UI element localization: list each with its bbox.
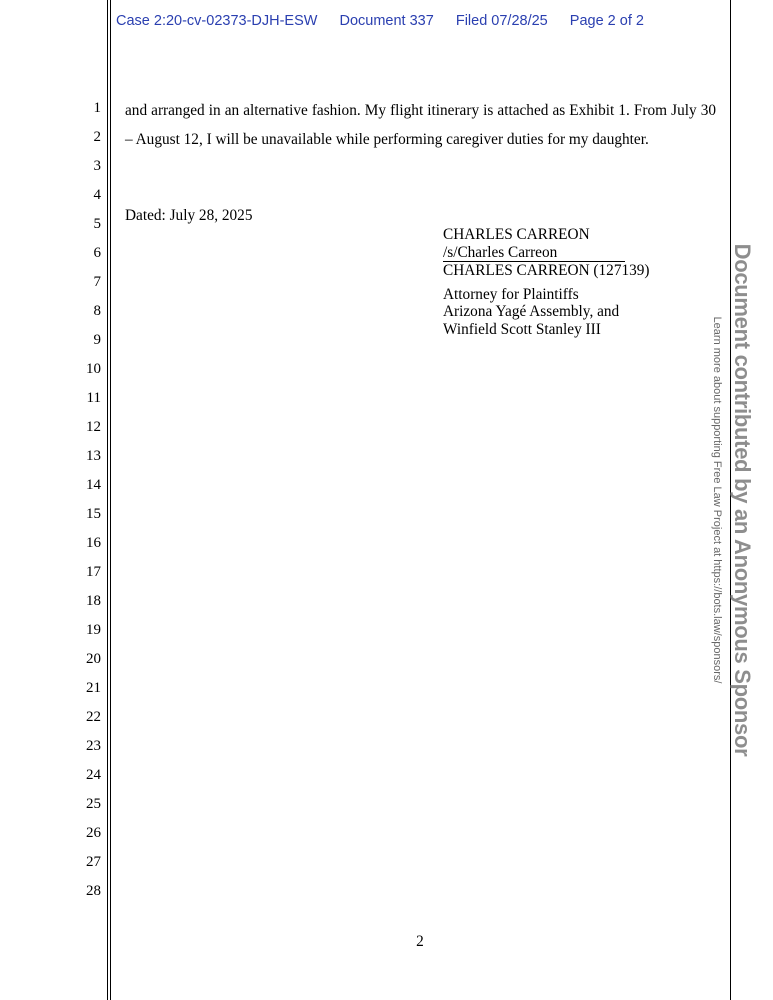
line-number: 4 bbox=[93, 187, 101, 203]
line-number: 28 bbox=[86, 883, 101, 899]
line-number: 7 bbox=[93, 274, 101, 290]
signer-role: Attorney for Plaintiffs bbox=[443, 285, 579, 303]
ecf-header-stamp bbox=[116, 13, 662, 29]
line-number: 26 bbox=[86, 825, 101, 841]
line-number: 10 bbox=[86, 361, 101, 377]
filed-date: Filed 07/28/25 bbox=[455, 13, 548, 29]
page-number: 2 bbox=[416, 933, 424, 950]
line-number: 8 bbox=[93, 303, 101, 319]
line-number: 6 bbox=[93, 245, 101, 261]
page-count: Page 2 of 2 bbox=[569, 13, 644, 29]
line-number: 23 bbox=[86, 738, 101, 754]
client-line-1: Arizona Yagé Assembly, and bbox=[443, 303, 620, 320]
line-number: 9 bbox=[93, 332, 101, 348]
document-number: Document 337 bbox=[339, 13, 434, 29]
line-number: 14 bbox=[86, 477, 101, 493]
line-number: 22 bbox=[86, 709, 101, 725]
line-number: 3 bbox=[93, 158, 101, 174]
line-number: 12 bbox=[86, 419, 101, 435]
client-line-2: Winfield Scott Stanley III bbox=[443, 320, 601, 338]
line-number: 18 bbox=[86, 593, 101, 609]
line-number: 2 bbox=[93, 129, 101, 145]
line-number: 17 bbox=[86, 564, 101, 580]
line-number: 24 bbox=[86, 767, 101, 783]
line-number: 25 bbox=[86, 796, 101, 812]
line-number: 16 bbox=[86, 535, 101, 551]
dated-line: Dated: July 28, 2025 bbox=[125, 207, 253, 224]
e-signature: /s/Charles Carreon bbox=[443, 244, 625, 263]
left-margin-rule-inner bbox=[110, 0, 111, 1000]
sponsor-watermark: Document contributed by an Anonymous Sponsor bbox=[730, 243, 755, 757]
signature-block bbox=[443, 226, 650, 338]
line-number: 19 bbox=[86, 622, 101, 638]
line-number: 13 bbox=[86, 448, 101, 464]
line-number: 5 bbox=[93, 216, 101, 232]
left-margin-rule bbox=[107, 0, 108, 1000]
sponsor-watermark-link: Learn more about supporting Free Law Project at https://bots.law/sponsors/ bbox=[711, 316, 723, 684]
line-number: 21 bbox=[86, 680, 101, 696]
case-number: Case 2:20-cv-02373-DJH-ESW bbox=[116, 13, 318, 29]
signer-name: CHARLES CARREON bbox=[443, 226, 590, 243]
line-number: 1 bbox=[93, 100, 101, 116]
body-paragraph: and arranged in an alternative fashion. My flight itinerary is attached as Exhibit 1. From July 30 – August 12, I will be unavailable while performing caregiver duties for my daughter. bbox=[125, 102, 716, 149]
signer-name-bar-number: CHARLES CARREON (127139) bbox=[443, 262, 650, 279]
line-number: 15 bbox=[86, 506, 101, 522]
line-number: 27 bbox=[86, 854, 101, 870]
line-number: 20 bbox=[86, 651, 101, 667]
line-number: 11 bbox=[86, 390, 101, 406]
